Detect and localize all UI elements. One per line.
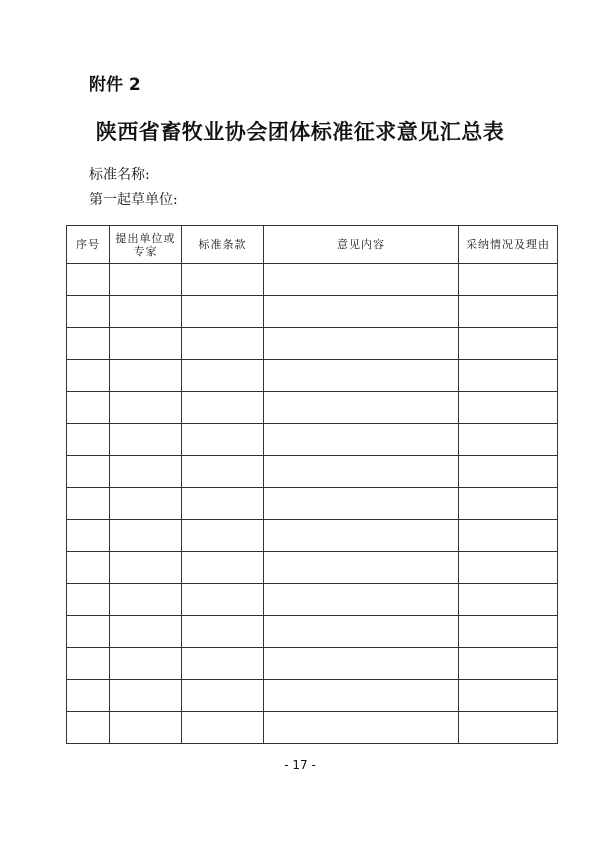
cell-serial-number[interactable] [67, 264, 110, 296]
cell-adoption-reason[interactable] [459, 712, 558, 744]
cell-adoption-reason[interactable] [459, 328, 558, 360]
cell-adoption-reason[interactable] [459, 424, 558, 456]
cell-comment-content[interactable] [264, 328, 459, 360]
cell-comment-content[interactable] [264, 392, 459, 424]
cell-submitter[interactable] [110, 552, 182, 584]
cell-serial-number[interactable] [67, 680, 110, 712]
cell-adoption-reason[interactable] [459, 520, 558, 552]
cell-adoption-reason[interactable] [459, 584, 558, 616]
comment-summary-table [66, 225, 558, 744]
cell-standard-clause[interactable] [182, 520, 264, 552]
table-row [67, 584, 558, 616]
table-row [67, 360, 558, 392]
cell-serial-number[interactable] [67, 424, 110, 456]
cell-submitter[interactable] [110, 328, 182, 360]
table-row [67, 616, 558, 648]
cell-submitter[interactable] [110, 648, 182, 680]
cell-comment-content[interactable] [264, 360, 459, 392]
cell-serial-number[interactable] [67, 648, 110, 680]
cell-submitter[interactable] [110, 360, 182, 392]
cell-adoption-reason[interactable] [459, 680, 558, 712]
table-row [67, 648, 558, 680]
cell-comment-content[interactable] [264, 488, 459, 520]
table-row [67, 488, 558, 520]
cell-comment-content[interactable] [264, 552, 459, 584]
cell-comment-content[interactable] [264, 456, 459, 488]
cell-standard-clause[interactable] [182, 584, 264, 616]
cell-adoption-reason[interactable] [459, 488, 558, 520]
cell-submitter[interactable] [110, 488, 182, 520]
cell-comment-content[interactable] [264, 648, 459, 680]
cell-adoption-reason[interactable] [459, 648, 558, 680]
cell-standard-clause[interactable] [182, 680, 264, 712]
cell-adoption-reason[interactable] [459, 360, 558, 392]
table-row [67, 328, 558, 360]
cell-standard-clause[interactable] [182, 264, 264, 296]
cell-serial-number[interactable] [67, 456, 110, 488]
cell-standard-clause[interactable] [182, 424, 264, 456]
table-row [67, 680, 558, 712]
cell-serial-number[interactable] [67, 616, 110, 648]
cell-adoption-reason[interactable] [459, 456, 558, 488]
table-row [67, 296, 558, 328]
cell-submitter[interactable] [110, 520, 182, 552]
cell-serial-number[interactable] [67, 520, 110, 552]
cell-comment-content[interactable] [264, 616, 459, 648]
cell-submitter[interactable] [110, 712, 182, 744]
header-comment-content: 意见内容 [264, 226, 459, 264]
cell-standard-clause[interactable] [182, 616, 264, 648]
cell-standard-clause[interactable] [182, 712, 264, 744]
cell-submitter[interactable] [110, 264, 182, 296]
cell-adoption-reason[interactable] [459, 264, 558, 296]
cell-comment-content[interactable] [264, 520, 459, 552]
cell-submitter[interactable] [110, 296, 182, 328]
table-row [67, 392, 558, 424]
header-adoption-reason: 采纳情况及理由 [459, 226, 558, 264]
cell-submitter[interactable] [110, 424, 182, 456]
cell-comment-content[interactable] [264, 680, 459, 712]
cell-submitter[interactable] [110, 392, 182, 424]
cell-serial-number[interactable] [67, 712, 110, 744]
cell-adoption-reason[interactable] [459, 392, 558, 424]
cell-serial-number[interactable] [67, 552, 110, 584]
cell-serial-number[interactable] [67, 584, 110, 616]
header-submitter: 提出单位或专家 [110, 226, 182, 264]
attachment-label: 附件 2 [89, 75, 141, 95]
cell-standard-clause[interactable] [182, 360, 264, 392]
table-row [67, 456, 558, 488]
cell-comment-content[interactable] [264, 296, 459, 328]
cell-standard-clause[interactable] [182, 392, 264, 424]
cell-submitter[interactable] [110, 456, 182, 488]
cell-standard-clause[interactable] [182, 552, 264, 584]
table-row [67, 520, 558, 552]
cell-serial-number[interactable] [67, 296, 110, 328]
cell-standard-clause[interactable] [182, 488, 264, 520]
cell-comment-content[interactable] [264, 424, 459, 456]
table-header-row [67, 226, 558, 264]
table-row [67, 264, 558, 296]
cell-comment-content[interactable] [264, 264, 459, 296]
cell-serial-number[interactable] [67, 360, 110, 392]
cell-adoption-reason[interactable] [459, 616, 558, 648]
cell-submitter[interactable] [110, 584, 182, 616]
cell-comment-content[interactable] [264, 584, 459, 616]
header-standard-clause: 标准条款 [182, 226, 264, 264]
cell-submitter[interactable] [110, 616, 182, 648]
page-number: - 17 - [284, 758, 316, 772]
cell-standard-clause[interactable] [182, 296, 264, 328]
table-row [67, 424, 558, 456]
table-row [67, 712, 558, 744]
cell-adoption-reason[interactable] [459, 296, 558, 328]
cell-submitter[interactable] [110, 680, 182, 712]
header-serial-number: 序号 [67, 226, 110, 264]
cell-adoption-reason[interactable] [459, 552, 558, 584]
cell-serial-number[interactable] [67, 488, 110, 520]
cell-standard-clause[interactable] [182, 648, 264, 680]
cell-serial-number[interactable] [67, 392, 110, 424]
cell-comment-content[interactable] [264, 712, 459, 744]
cell-serial-number[interactable] [67, 328, 110, 360]
drafter-label: 第一起草单位: [89, 192, 178, 208]
cell-standard-clause[interactable] [182, 456, 264, 488]
cell-standard-clause[interactable] [182, 328, 264, 360]
standard-name-label: 标准名称: [89, 167, 150, 183]
document-title: 陕西省畜牧业协会团体标准征求意见汇总表 [95, 119, 505, 144]
table-row [67, 552, 558, 584]
